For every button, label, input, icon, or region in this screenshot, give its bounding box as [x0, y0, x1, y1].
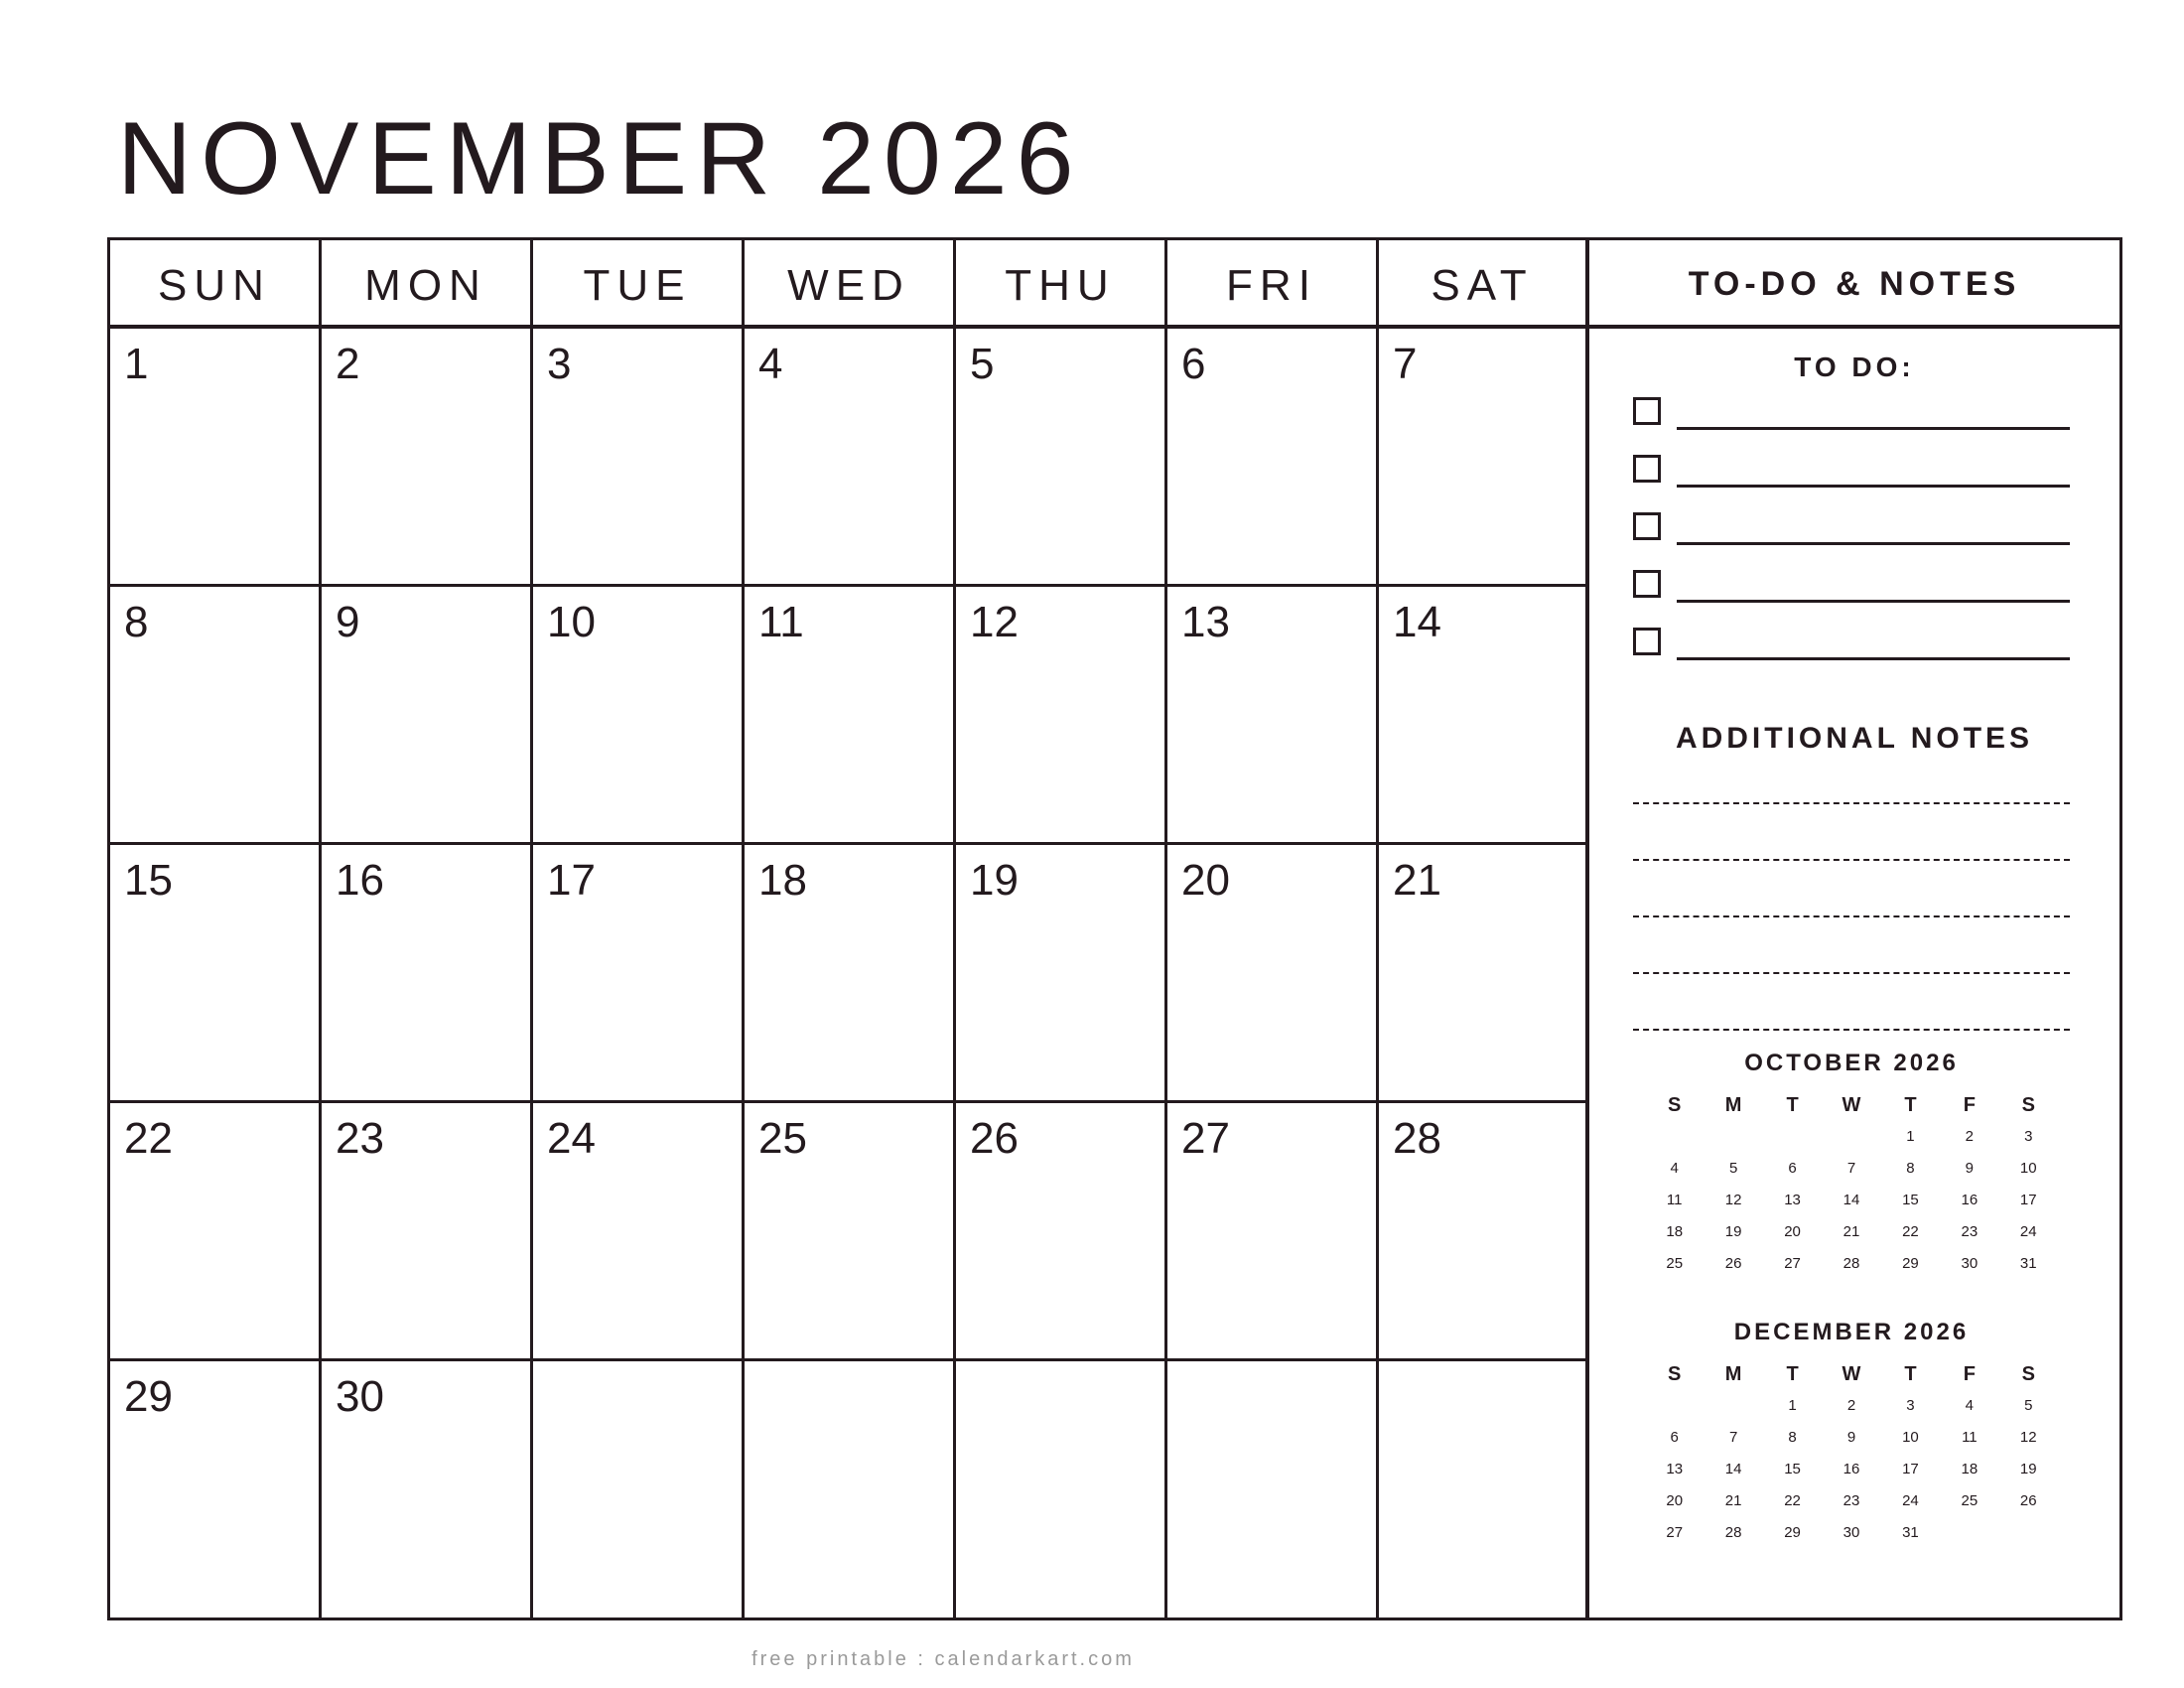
day-number: 19	[970, 856, 1019, 905]
mini-day: 22	[1784, 1492, 1801, 1509]
mini-day	[1763, 1121, 1822, 1153]
day-number: 22	[124, 1114, 173, 1163]
day-number: 18	[758, 856, 807, 905]
mini-day: 15	[1784, 1461, 1801, 1477]
mini-day: 19	[1724, 1223, 1742, 1240]
mini-day: 11	[1962, 1429, 1978, 1446]
mini-day: 18	[1666, 1223, 1684, 1240]
mini-weekday: S	[2021, 1094, 2035, 1116]
day-cell[interactable]	[1167, 845, 1379, 1100]
mini-weekday: M	[1724, 1094, 1742, 1116]
mini-day: 21	[1724, 1492, 1742, 1509]
mini-day: 12	[2019, 1429, 2037, 1446]
day-cell[interactable]	[745, 845, 956, 1100]
mini-weekday: S	[2021, 1363, 2035, 1385]
mini-day: 28	[1724, 1524, 1742, 1541]
mini-day: 7	[1728, 1429, 1738, 1446]
mini-day: 17	[1902, 1461, 1919, 1477]
day-number: 15	[124, 856, 173, 905]
mini-day: 26	[2019, 1492, 2037, 1509]
todo-line[interactable]	[1677, 427, 2070, 430]
weekday-sat: SAT	[1379, 240, 1589, 325]
day-cell[interactable]	[110, 329, 322, 584]
day-cell[interactable]	[533, 1361, 745, 1618]
mini-weekday: S	[1668, 1094, 1682, 1116]
mini-day: 31	[2019, 1255, 2037, 1272]
todo-line[interactable]	[1677, 657, 2070, 660]
day-number: 28	[1393, 1114, 1441, 1163]
day-cell[interactable]	[956, 587, 1167, 842]
day-number: 6	[1181, 340, 1206, 388]
mini-day: 8	[1906, 1160, 1915, 1177]
note-line[interactable]	[1633, 859, 2070, 915]
day-cell[interactable]	[1379, 329, 1589, 584]
mini-day: 5	[1728, 1160, 1738, 1177]
day-cell[interactable]	[956, 329, 1167, 584]
mini-day: 16	[1843, 1461, 1860, 1477]
mini-day	[1645, 1121, 1704, 1153]
day-cell[interactable]	[956, 1361, 1167, 1618]
mini-day: 20	[1666, 1492, 1684, 1509]
mini-day: 13	[1666, 1461, 1684, 1477]
mini-weekday: S	[1668, 1363, 1682, 1385]
day-number: 3	[547, 340, 572, 388]
mini-day: 9	[1846, 1429, 1856, 1446]
weekday-tue: TUE	[533, 240, 745, 325]
day-cell[interactable]	[322, 329, 533, 584]
mini-weekday: T	[1904, 1363, 1917, 1385]
mini-day: 6	[1788, 1160, 1797, 1177]
day-number: 16	[336, 856, 384, 905]
mini-day: 13	[1784, 1192, 1801, 1208]
day-number: 13	[1181, 598, 1230, 646]
mini-day: 27	[1784, 1255, 1801, 1272]
mini-day: 30	[1961, 1255, 1979, 1272]
mini-day	[1704, 1390, 1762, 1422]
mini-day: 4	[1670, 1160, 1679, 1177]
mini-day: 3	[2024, 1128, 2033, 1145]
weekday-header-row	[110, 240, 1589, 325]
day-cell[interactable]	[110, 587, 322, 842]
todo-item	[1633, 622, 2070, 679]
day-cell[interactable]	[1379, 1103, 1589, 1358]
mini-weekday: T	[1904, 1094, 1917, 1116]
todo-line[interactable]	[1677, 600, 2070, 603]
week-row	[110, 329, 1589, 587]
mini-calendar-grid	[1645, 1089, 2058, 1280]
day-number: 8	[124, 598, 149, 646]
note-line[interactable]	[1633, 802, 2070, 859]
day-number: 26	[970, 1114, 1019, 1163]
mini-day: 18	[1961, 1461, 1979, 1477]
mini-weekday: T	[1786, 1363, 1799, 1385]
mini-day: 3	[1906, 1397, 1915, 1414]
mini-day: 5	[2024, 1397, 2033, 1414]
mini-day: 11	[1666, 1192, 1683, 1208]
mini-day: 24	[1902, 1492, 1919, 1509]
note-line[interactable]	[1633, 915, 2070, 972]
day-cell[interactable]	[110, 1103, 322, 1358]
day-number: 27	[1181, 1114, 1230, 1163]
mini-day	[1999, 1517, 2058, 1549]
notes-lines	[1633, 802, 2070, 1085]
checkbox[interactable]	[1633, 455, 1661, 483]
day-cell[interactable]	[110, 1361, 322, 1618]
mini-weekday: F	[1963, 1094, 1976, 1116]
day-cell[interactable]	[745, 329, 956, 584]
checkbox[interactable]	[1633, 570, 1661, 598]
mini-calendar-grid	[1645, 1358, 2058, 1549]
weekday-mon: MON	[322, 240, 533, 325]
day-cell[interactable]	[533, 1103, 745, 1358]
todo-line[interactable]	[1677, 542, 2070, 545]
weekday-thu: THU	[956, 240, 1167, 325]
mini-weekday: W	[1842, 1094, 1861, 1116]
mini-day: 9	[1965, 1160, 1975, 1177]
mini-day: 2	[1965, 1128, 1975, 1145]
mini-day: 23	[1961, 1223, 1979, 1240]
mini-day: 8	[1788, 1429, 1797, 1446]
day-cell[interactable]	[1379, 1361, 1589, 1618]
todo-notes-panel	[1589, 240, 2119, 1618]
mini-day	[1822, 1121, 1880, 1153]
todo-item	[1633, 564, 2070, 622]
mini-day: 15	[1902, 1192, 1919, 1208]
note-line[interactable]	[1633, 972, 2070, 1029]
weekday-sun: SUN	[110, 240, 322, 325]
month-grid	[110, 240, 1589, 1618]
mini-day: 19	[2019, 1461, 2037, 1477]
week-row	[110, 1361, 1589, 1618]
mini-calendar-october	[1645, 1050, 2058, 1280]
mini-day: 4	[1965, 1397, 1975, 1414]
mini-day: 2	[1846, 1397, 1856, 1414]
day-number: 14	[1393, 598, 1441, 646]
calendar-frame	[107, 237, 2122, 1620]
day-number: 21	[1393, 856, 1441, 905]
day-cell[interactable]	[745, 1103, 956, 1358]
day-cell[interactable]	[1379, 845, 1589, 1100]
day-cell[interactable]	[533, 587, 745, 842]
day-number: 20	[1181, 856, 1230, 905]
mini-day: 23	[1843, 1492, 1860, 1509]
mini-day: 16	[1961, 1192, 1979, 1208]
day-cell[interactable]	[533, 845, 745, 1100]
mini-day: 31	[1902, 1524, 1919, 1541]
mini-day: 25	[1666, 1255, 1684, 1272]
mini-day: 27	[1666, 1524, 1684, 1541]
mini-day: 21	[1843, 1223, 1860, 1240]
day-cell[interactable]	[1167, 1361, 1379, 1618]
weekday-wed: WED	[745, 240, 956, 325]
todo-line[interactable]	[1677, 485, 2070, 488]
mini-day: 28	[1843, 1255, 1860, 1272]
mini-weekday: T	[1786, 1094, 1799, 1116]
mini-day: 7	[1846, 1160, 1856, 1177]
mini-day: 1	[1788, 1397, 1797, 1414]
checkbox[interactable]	[1633, 397, 1661, 425]
mini-day: 14	[1843, 1192, 1860, 1208]
additional-notes-label: ADDITIONAL NOTES	[1675, 722, 2034, 755]
todo-item	[1633, 391, 2070, 449]
mini-day: 20	[1784, 1223, 1801, 1240]
mini-calendar-title: OCTOBER 2026	[1744, 1050, 1959, 1076]
mini-calendar-december	[1645, 1319, 2058, 1549]
day-cell[interactable]	[745, 587, 956, 842]
mini-day: 30	[1843, 1524, 1860, 1541]
todo-notes-title: TO-DO & NOTES	[1688, 265, 2021, 303]
mini-day: 29	[1784, 1524, 1801, 1541]
checkbox[interactable]	[1633, 512, 1661, 540]
day-cell[interactable]	[533, 329, 745, 584]
day-number: 24	[547, 1114, 596, 1163]
day-number: 1	[124, 340, 149, 388]
week-row	[110, 845, 1589, 1103]
mini-day: 14	[1724, 1461, 1742, 1477]
day-number: 4	[758, 340, 783, 388]
day-number: 2	[336, 340, 360, 388]
day-cell[interactable]	[322, 845, 533, 1100]
mini-day: 22	[1902, 1223, 1919, 1240]
mini-day: 10	[2019, 1160, 2037, 1177]
day-number: 10	[547, 598, 596, 646]
day-number: 17	[547, 856, 596, 905]
checkbox[interactable]	[1633, 628, 1661, 655]
mini-day: 6	[1670, 1429, 1679, 1446]
page-title: NOVEMBER 2026	[117, 101, 1083, 216]
mini-day: 26	[1724, 1255, 1742, 1272]
mini-weekday: M	[1724, 1363, 1742, 1385]
week-row	[110, 587, 1589, 845]
day-number: 11	[758, 598, 804, 646]
mini-day: 1	[1906, 1128, 1915, 1145]
day-cell[interactable]	[1379, 587, 1589, 842]
mini-weekday: F	[1963, 1363, 1976, 1385]
mini-day: 29	[1902, 1255, 1919, 1272]
day-number: 29	[124, 1372, 173, 1421]
todo-item	[1633, 506, 2070, 564]
todo-list	[1633, 391, 2070, 679]
footer-credit: free printable : calendarkart.com	[751, 1648, 1135, 1670]
day-cell[interactable]	[745, 1361, 956, 1618]
week-row	[110, 1103, 1589, 1361]
day-number: 30	[336, 1372, 384, 1421]
mini-day: 12	[1724, 1192, 1742, 1208]
mini-calendar-title: DECEMBER 2026	[1733, 1319, 1970, 1345]
weeks-container	[110, 329, 1589, 1618]
day-cell[interactable]	[110, 845, 322, 1100]
mini-day	[1645, 1390, 1704, 1422]
day-cell[interactable]	[322, 1361, 533, 1618]
day-number: 9	[336, 598, 360, 646]
day-number: 25	[758, 1114, 807, 1163]
mini-day: 10	[1902, 1429, 1919, 1446]
day-cell[interactable]	[956, 1103, 1167, 1358]
mini-day	[1940, 1517, 1998, 1549]
day-cell[interactable]	[956, 845, 1167, 1100]
todo-item	[1633, 449, 2070, 506]
day-number: 7	[1393, 340, 1418, 388]
day-cell[interactable]	[1167, 1103, 1379, 1358]
mini-day: 24	[2019, 1223, 2037, 1240]
mini-weekday: W	[1842, 1363, 1861, 1385]
day-cell[interactable]	[1167, 587, 1379, 842]
day-number: 12	[970, 598, 1019, 646]
day-cell[interactable]	[1167, 329, 1379, 584]
weekday-fri: FRI	[1167, 240, 1379, 325]
todo-label: TO DO:	[1794, 352, 1915, 382]
mini-day: 17	[2019, 1192, 2037, 1208]
mini-day	[1704, 1121, 1762, 1153]
day-cell[interactable]	[322, 1103, 533, 1358]
day-cell[interactable]	[322, 587, 533, 842]
day-number: 5	[970, 340, 995, 388]
day-number: 23	[336, 1114, 384, 1163]
mini-day: 25	[1961, 1492, 1979, 1509]
